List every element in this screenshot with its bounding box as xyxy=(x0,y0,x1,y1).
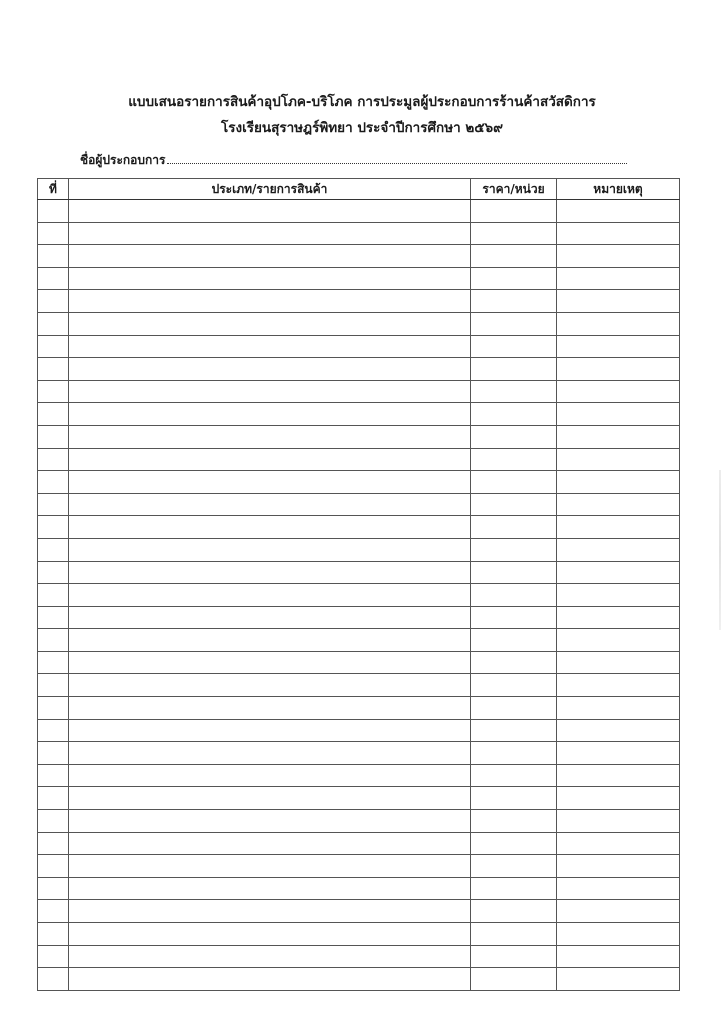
number-cell[interactable] xyxy=(38,877,69,900)
table-row xyxy=(38,425,680,448)
number-cell[interactable] xyxy=(38,719,69,742)
price-cell[interactable] xyxy=(471,584,557,607)
note-cell[interactable] xyxy=(557,222,680,245)
note-cell[interactable] xyxy=(557,471,680,494)
note-cell[interactable] xyxy=(557,358,680,381)
number-cell[interactable] xyxy=(38,245,69,268)
product-cell[interactable] xyxy=(69,855,471,878)
product-cell[interactable] xyxy=(69,403,471,426)
product-cell[interactable] xyxy=(69,629,471,652)
product-cell[interactable] xyxy=(69,832,471,855)
table-row xyxy=(38,561,680,584)
note-cell[interactable] xyxy=(557,516,680,539)
product-cell[interactable] xyxy=(69,538,471,561)
price-cell[interactable] xyxy=(471,945,557,968)
table-row xyxy=(38,200,680,223)
product-cell[interactable] xyxy=(69,945,471,968)
price-cell[interactable] xyxy=(471,561,557,584)
table-row xyxy=(38,742,680,765)
form-title-line-1: แบบเสนอรายการสินค้าอุปโภค-บริโภค การประมูลผู้ประกอบการร้านค้าสวัสดิการ xyxy=(128,94,596,110)
note-cell[interactable] xyxy=(557,651,680,674)
table-header-row xyxy=(38,179,680,200)
note-cell[interactable] xyxy=(557,380,680,403)
table-row xyxy=(38,493,680,516)
product-cell[interactable] xyxy=(69,380,471,403)
price-cell[interactable] xyxy=(471,651,557,674)
product-cell[interactable] xyxy=(69,697,471,720)
number-cell[interactable] xyxy=(38,900,69,923)
price-cell[interactable] xyxy=(471,923,557,946)
number-cell[interactable] xyxy=(38,855,69,878)
table-row xyxy=(38,471,680,494)
table-row xyxy=(38,968,680,991)
note-cell[interactable] xyxy=(557,493,680,516)
product-cell[interactable] xyxy=(69,267,471,290)
number-cell[interactable] xyxy=(38,787,69,810)
product-cell[interactable] xyxy=(69,923,471,946)
product-cell[interactable] xyxy=(69,877,471,900)
product-cell[interactable] xyxy=(69,719,471,742)
number-cell[interactable] xyxy=(38,493,69,516)
price-cell[interactable] xyxy=(471,516,557,539)
price-cell[interactable] xyxy=(471,900,557,923)
price-cell[interactable] xyxy=(471,855,557,878)
product-cell[interactable] xyxy=(69,584,471,607)
note-cell[interactable] xyxy=(557,877,680,900)
scan-edge-mark xyxy=(719,470,721,630)
table-body xyxy=(38,200,680,991)
note-cell[interactable] xyxy=(557,312,680,335)
number-cell[interactable] xyxy=(38,764,69,787)
table-row xyxy=(38,403,680,426)
number-cell[interactable] xyxy=(38,968,69,991)
table-row xyxy=(38,651,680,674)
note-cell[interactable] xyxy=(557,290,680,313)
table-row xyxy=(38,719,680,742)
column-header-note: หมายเหตุ xyxy=(557,179,680,200)
note-cell[interactable] xyxy=(557,425,680,448)
table-row xyxy=(38,855,680,878)
table-row xyxy=(38,538,680,561)
note-cell[interactable] xyxy=(557,719,680,742)
number-cell[interactable] xyxy=(38,674,69,697)
product-cell[interactable] xyxy=(69,448,471,471)
table-row xyxy=(38,832,680,855)
number-cell[interactable] xyxy=(38,832,69,855)
table-row xyxy=(38,312,680,335)
price-cell[interactable] xyxy=(471,425,557,448)
product-cell[interactable] xyxy=(69,245,471,268)
note-cell[interactable] xyxy=(557,855,680,878)
number-cell[interactable] xyxy=(38,471,69,494)
price-cell[interactable] xyxy=(471,674,557,697)
table-row xyxy=(38,290,680,313)
column-header-number: ที่ xyxy=(38,179,69,200)
note-cell[interactable] xyxy=(557,674,680,697)
product-cell[interactable] xyxy=(69,312,471,335)
number-cell[interactable] xyxy=(38,222,69,245)
product-cell[interactable] xyxy=(69,290,471,313)
number-cell[interactable] xyxy=(38,358,69,381)
number-cell[interactable] xyxy=(38,742,69,765)
note-cell[interactable] xyxy=(557,538,680,561)
note-cell[interactable] xyxy=(557,923,680,946)
note-cell[interactable] xyxy=(557,697,680,720)
price-cell[interactable] xyxy=(471,968,557,991)
operator-name-row xyxy=(80,151,627,170)
number-cell[interactable] xyxy=(38,923,69,946)
table-row xyxy=(38,900,680,923)
product-cell[interactable] xyxy=(69,674,471,697)
product-cell[interactable] xyxy=(69,358,471,381)
note-cell[interactable] xyxy=(557,810,680,833)
note-cell[interactable] xyxy=(557,606,680,629)
table-row xyxy=(38,516,680,539)
product-cell[interactable] xyxy=(69,471,471,494)
note-cell[interactable] xyxy=(557,245,680,268)
price-cell[interactable] xyxy=(471,877,557,900)
note-cell[interactable] xyxy=(557,200,680,223)
note-cell[interactable] xyxy=(557,742,680,765)
operator-name-label: ชื่อผู้ประกอบการ xyxy=(80,153,166,167)
number-cell[interactable] xyxy=(38,267,69,290)
table-row xyxy=(38,448,680,471)
price-cell[interactable] xyxy=(471,742,557,765)
price-cell[interactable] xyxy=(471,629,557,652)
product-cell[interactable] xyxy=(69,425,471,448)
price-cell[interactable] xyxy=(471,403,557,426)
table-row xyxy=(38,945,680,968)
table-row xyxy=(38,923,680,946)
note-cell[interactable] xyxy=(557,335,680,358)
note-cell[interactable] xyxy=(557,403,680,426)
number-cell[interactable] xyxy=(38,697,69,720)
table-row xyxy=(38,810,680,833)
price-cell[interactable] xyxy=(471,471,557,494)
note-cell[interactable] xyxy=(557,945,680,968)
number-cell[interactable] xyxy=(38,200,69,223)
table-row xyxy=(38,380,680,403)
number-cell[interactable] xyxy=(38,629,69,652)
number-cell[interactable] xyxy=(38,651,69,674)
number-cell[interactable] xyxy=(38,945,69,968)
table-row xyxy=(38,222,680,245)
product-cell[interactable] xyxy=(69,900,471,923)
product-cell[interactable] xyxy=(69,335,471,358)
price-cell[interactable] xyxy=(471,200,557,223)
note-cell[interactable] xyxy=(557,764,680,787)
product-cell[interactable] xyxy=(69,810,471,833)
note-cell[interactable] xyxy=(557,787,680,810)
product-cell[interactable] xyxy=(69,742,471,765)
price-cell[interactable] xyxy=(471,493,557,516)
table-row xyxy=(38,584,680,607)
price-cell[interactable] xyxy=(471,335,557,358)
price-cell[interactable] xyxy=(471,606,557,629)
product-cell[interactable] xyxy=(69,651,471,674)
note-cell[interactable] xyxy=(557,267,680,290)
table-row xyxy=(38,764,680,787)
number-cell[interactable] xyxy=(38,516,69,539)
table-row xyxy=(38,697,680,720)
price-cell[interactable] xyxy=(471,810,557,833)
number-cell[interactable] xyxy=(38,312,69,335)
price-cell[interactable] xyxy=(471,697,557,720)
price-cell[interactable] xyxy=(471,832,557,855)
product-cell[interactable] xyxy=(69,200,471,223)
operator-name-blank xyxy=(167,163,627,164)
number-cell[interactable] xyxy=(38,584,69,607)
product-cell[interactable] xyxy=(69,787,471,810)
price-cell[interactable] xyxy=(471,245,557,268)
number-cell[interactable] xyxy=(38,290,69,313)
product-cell[interactable] xyxy=(69,561,471,584)
note-cell[interactable] xyxy=(557,832,680,855)
price-cell[interactable] xyxy=(471,267,557,290)
product-cell[interactable] xyxy=(69,764,471,787)
note-cell[interactable] xyxy=(557,900,680,923)
table-row xyxy=(38,629,680,652)
table-row xyxy=(38,267,680,290)
number-cell[interactable] xyxy=(38,335,69,358)
number-cell[interactable] xyxy=(38,538,69,561)
price-cell[interactable] xyxy=(471,764,557,787)
table-row xyxy=(38,787,680,810)
price-cell[interactable] xyxy=(471,312,557,335)
price-cell[interactable] xyxy=(471,290,557,313)
form-title-line-2: โรงเรียนสุราษฎร์พิทยา ประจำปีการศึกษา ๒๕๖๙ xyxy=(220,120,503,136)
product-cell[interactable] xyxy=(69,516,471,539)
price-cell[interactable] xyxy=(471,222,557,245)
table-row xyxy=(38,358,680,381)
number-cell[interactable] xyxy=(38,425,69,448)
product-cell[interactable] xyxy=(69,606,471,629)
note-cell[interactable] xyxy=(557,561,680,584)
price-cell[interactable] xyxy=(471,719,557,742)
note-cell[interactable] xyxy=(557,629,680,652)
column-header-price: ราคา/หน่วย xyxy=(471,179,557,200)
table-row xyxy=(38,877,680,900)
number-cell[interactable] xyxy=(38,448,69,471)
table-row xyxy=(38,335,680,358)
price-cell[interactable] xyxy=(471,538,557,561)
price-cell[interactable] xyxy=(471,380,557,403)
note-cell[interactable] xyxy=(557,968,680,991)
product-cell[interactable] xyxy=(69,493,471,516)
table-row xyxy=(38,245,680,268)
price-cell[interactable] xyxy=(471,448,557,471)
number-cell[interactable] xyxy=(38,403,69,426)
note-cell[interactable] xyxy=(557,584,680,607)
product-cell[interactable] xyxy=(69,222,471,245)
number-cell[interactable] xyxy=(38,561,69,584)
table-row xyxy=(38,606,680,629)
note-cell[interactable] xyxy=(557,448,680,471)
product-list-table xyxy=(37,178,680,991)
product-cell[interactable] xyxy=(69,968,471,991)
number-cell[interactable] xyxy=(38,606,69,629)
price-cell[interactable] xyxy=(471,787,557,810)
number-cell[interactable] xyxy=(38,810,69,833)
column-header-product: ประเภท/รายการสินค้า xyxy=(69,179,471,200)
table-row xyxy=(38,674,680,697)
number-cell[interactable] xyxy=(38,380,69,403)
price-cell[interactable] xyxy=(471,358,557,381)
